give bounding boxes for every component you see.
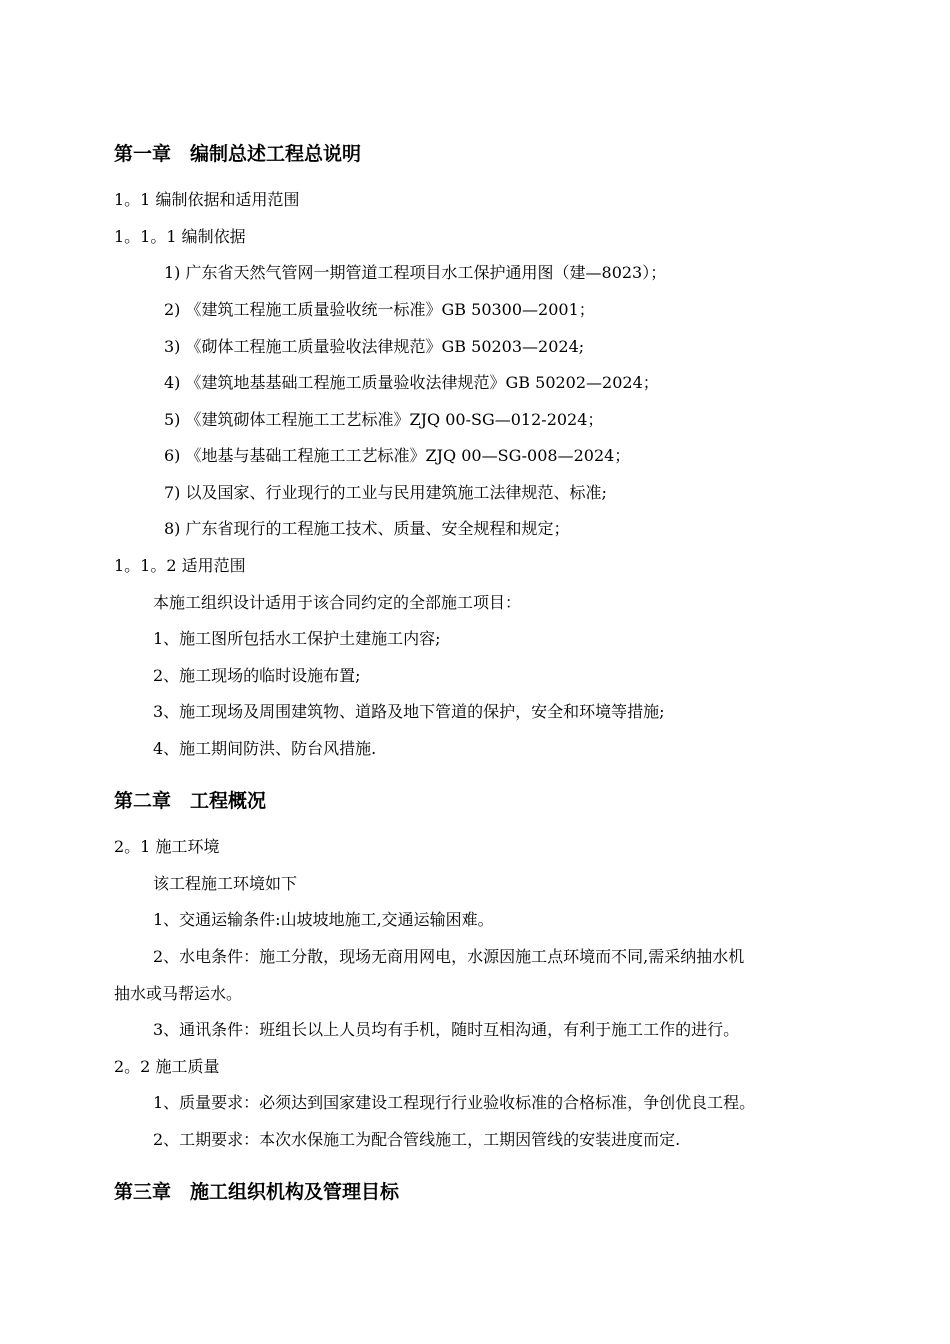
section-2-1-heading: 2。1 施工环境 <box>114 837 220 856</box>
scope-intro: 本施工组织设计适用于该合同约定的全部施工项目： <box>153 593 522 612</box>
basis-item: 2) 《建筑工程施工质量验收统一标准》GB 50300—2001； <box>164 300 595 319</box>
chapter-2-title: 第二章 工程概况 <box>114 790 267 812</box>
basis-item: 6) 《地基与基础工程施工工艺标准》ZJQ 00—SG-008—2024； <box>164 446 631 465</box>
basis-item: 4) 《建筑地基基础工程施工质量验收法律规范》GB 50202—2024； <box>164 373 659 392</box>
environment-item-communication: 3、通讯条件：班组长以上人员均有手机，随时互相沟通，有利于施工工作的进行。 <box>153 1020 740 1039</box>
basis-item: 7) 以及国家、行业现行的工业与民用建筑施工法律规范、标准; <box>164 483 607 502</box>
environment-item-transport: 1、交通运输条件:山坡坡地施工,交通运输困难。 <box>153 910 494 929</box>
section-1-1-2-heading: 1。1。2 适用范围 <box>114 556 246 575</box>
scope-item: 4、施工期间防洪、防台风措施. <box>153 739 377 758</box>
scope-item: 1、施工图所包括水工保护土建施工内容; <box>153 629 441 648</box>
basis-item: 8) 广东省现行的工程施工技术、质量、安全规程和规定； <box>164 519 570 538</box>
section-1-1-1-heading: 1。1。1 编制依据 <box>114 227 246 246</box>
environment-intro: 该工程施工环境如下 <box>153 874 298 893</box>
basis-item: 3) 《砌体工程施工质量验收法律规范》GB 50203—2024; <box>164 337 585 356</box>
environment-item-utilities: 2、水电条件：施工分散，现场无商用网电，水源因施工点环境而不同,需采纳抽水机 <box>153 947 745 966</box>
basis-item: 1) 广东省天然气管网一期管道工程项目水工保护通用图（建—8023）； <box>164 263 667 282</box>
scope-item: 2、施工现场的临时设施布置; <box>153 666 361 685</box>
section-2-2-heading: 2。2 施工质量 <box>114 1057 220 1076</box>
basis-item: 5) 《建筑砌体工程施工工艺标准》ZJQ 00-SG—012-2024； <box>164 410 604 429</box>
scope-item: 3、施工现场及周围建筑物、道路及地下管道的保护，安全和环境等措施; <box>153 702 665 721</box>
chapter-1-title: 第一章 编制总述工程总说明 <box>114 143 362 165</box>
schedule-item: 2、工期要求：本次水保施工为配合管线施工，工期因管线的安装进度而定. <box>153 1130 681 1149</box>
environment-item-utilities-cont: 抽水或马帮运水。 <box>114 984 243 1003</box>
chapter-3-title: 第三章 施工组织机构及管理目标 <box>114 1181 400 1203</box>
section-1-1-heading: 1。1 编制依据和适用范围 <box>114 190 300 209</box>
quality-item: 1、质量要求：必须达到国家建设工程现行行业验收标准的合格标准，争创优良工程。 <box>153 1093 756 1112</box>
